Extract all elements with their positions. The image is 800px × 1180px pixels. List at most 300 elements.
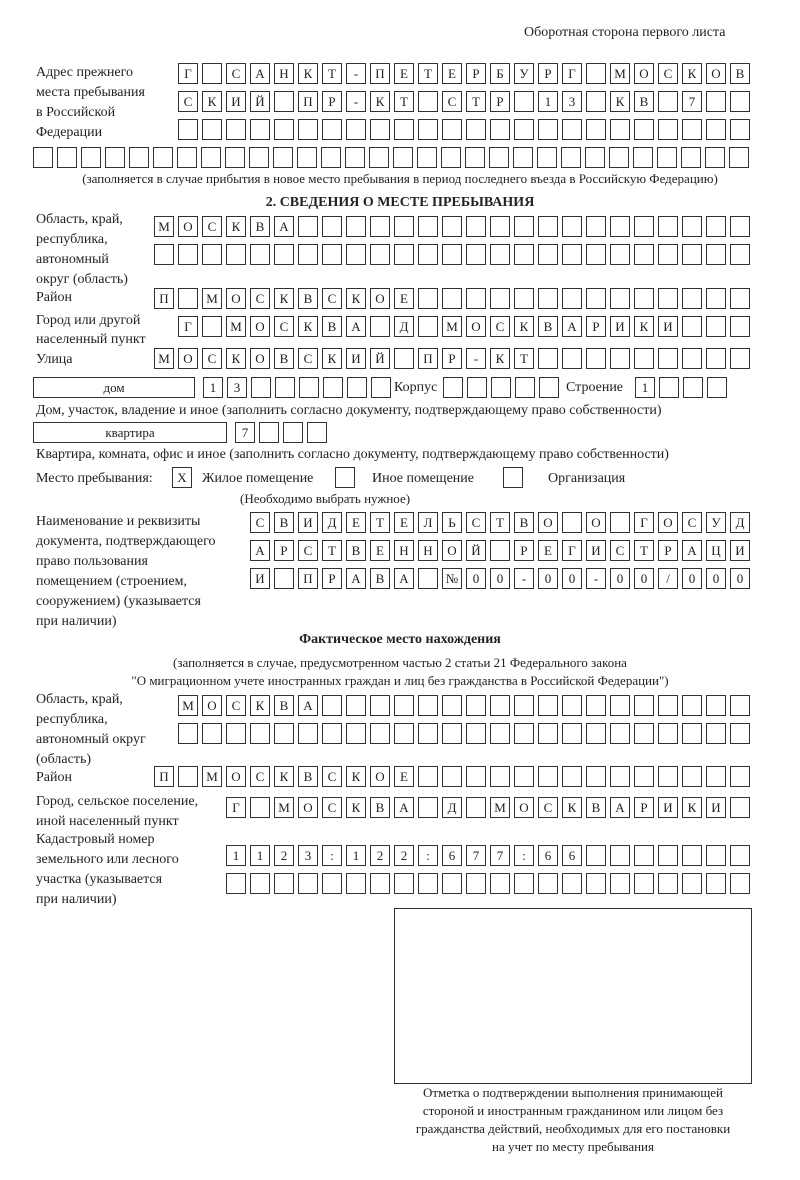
house-type-field[interactable]: дом (33, 377, 195, 398)
district-cell[interactable] (706, 288, 726, 309)
apartment-cell[interactable] (259, 422, 279, 443)
prev-address-cell[interactable]: А (250, 63, 270, 84)
cadastre-cell[interactable]: 2 (370, 845, 390, 866)
cadastre-cell[interactable] (706, 845, 726, 866)
prev-address-cell[interactable]: О (706, 63, 726, 84)
actual-region-cell[interactable] (682, 723, 702, 744)
prev-address-cell[interactable] (585, 147, 605, 168)
prev-address-cell[interactable] (442, 119, 462, 140)
actual-district-cell[interactable] (610, 766, 630, 787)
region-cell[interactable] (466, 216, 486, 237)
prev-address-cell[interactable] (33, 147, 53, 168)
actual-region-cell[interactable]: С (226, 695, 246, 716)
document-cell[interactable]: А (346, 568, 366, 589)
document-cell[interactable]: - (586, 568, 606, 589)
actual-region-cell[interactable] (658, 723, 678, 744)
cadastre-cell[interactable] (562, 873, 582, 894)
actual-region-cell[interactable]: В (274, 695, 294, 716)
street-cell[interactable]: М (154, 348, 174, 369)
region-cell[interactable] (658, 244, 678, 265)
prev-address-cell[interactable] (81, 147, 101, 168)
document-cell[interactable]: И (250, 568, 270, 589)
actual-city-cell[interactable]: О (514, 797, 534, 818)
actual-region-cell[interactable] (394, 723, 414, 744)
cadastre-cell[interactable]: 7 (490, 845, 510, 866)
region-cell[interactable] (298, 216, 318, 237)
district-cell[interactable]: В (298, 288, 318, 309)
region-cell[interactable]: К (226, 216, 246, 237)
document-cell[interactable]: 0 (490, 568, 510, 589)
prev-address-cell[interactable]: В (634, 91, 654, 112)
prev-address-cell[interactable] (657, 147, 677, 168)
city-cell[interactable] (682, 316, 702, 337)
actual-region-cell[interactable] (274, 723, 294, 744)
prev-address-cell[interactable]: - (346, 91, 366, 112)
region-cell[interactable] (706, 244, 726, 265)
prev-address-cell[interactable]: К (682, 63, 702, 84)
actual-region-cell[interactable] (466, 695, 486, 716)
document-cell[interactable]: Е (394, 512, 414, 533)
actual-region-cell[interactable] (346, 723, 366, 744)
prev-address-cell[interactable] (202, 63, 222, 84)
prev-address-cell[interactable] (466, 119, 486, 140)
prev-address-cell[interactable]: Г (178, 63, 198, 84)
region-cell[interactable]: М (154, 216, 174, 237)
actual-region-cell[interactable] (394, 695, 414, 716)
document-cell[interactable]: Г (562, 540, 582, 561)
prev-address-cell[interactable] (441, 147, 461, 168)
district-cell[interactable] (442, 288, 462, 309)
actual-region-cell[interactable] (730, 723, 750, 744)
region-cell[interactable] (394, 244, 414, 265)
document-cell[interactable]: Е (346, 512, 366, 533)
district-cell[interactable] (514, 288, 534, 309)
prev-address-cell[interactable]: Й (250, 91, 270, 112)
actual-city-cell[interactable]: О (298, 797, 318, 818)
document-cell[interactable] (418, 568, 438, 589)
prev-address-cell[interactable] (297, 147, 317, 168)
korpus-cell[interactable] (515, 377, 535, 398)
prev-address-cell[interactable] (730, 119, 750, 140)
city-cell[interactable]: И (610, 316, 630, 337)
cadastre-cell[interactable]: 6 (562, 845, 582, 866)
city-cell[interactable] (706, 316, 726, 337)
district-cell[interactable] (562, 288, 582, 309)
document-cell[interactable]: В (370, 568, 390, 589)
city-cell[interactable]: В (322, 316, 342, 337)
actual-region-cell[interactable]: А (298, 695, 318, 716)
cadastre-cell[interactable] (658, 845, 678, 866)
document-cell[interactable]: 0 (562, 568, 582, 589)
city-cell[interactable]: М (226, 316, 246, 337)
apartment-type-field[interactable]: квартира (33, 422, 227, 443)
actual-region-cell[interactable] (418, 723, 438, 744)
actual-region-cell[interactable] (250, 723, 270, 744)
prev-address-cell[interactable] (634, 119, 654, 140)
cadastre-cell[interactable] (682, 873, 702, 894)
prev-address-cell[interactable]: Н (274, 63, 294, 84)
region-cell[interactable] (202, 244, 222, 265)
prev-address-cell[interactable]: 3 (562, 91, 582, 112)
region-cell[interactable] (562, 244, 582, 265)
cadastre-cell[interactable]: 3 (298, 845, 318, 866)
document-cell[interactable]: Т (370, 512, 390, 533)
street-cell[interactable] (586, 348, 606, 369)
region-cell[interactable] (442, 244, 462, 265)
district-cell[interactable] (490, 288, 510, 309)
region-cell[interactable] (154, 244, 174, 265)
cadastre-cell[interactable] (514, 873, 534, 894)
document-cell[interactable]: А (394, 568, 414, 589)
cadastre-cell[interactable] (226, 873, 246, 894)
actual-district-cell[interactable] (586, 766, 606, 787)
prev-address-cell[interactable] (418, 91, 438, 112)
document-cell[interactable] (562, 512, 582, 533)
region-cell[interactable] (466, 244, 486, 265)
street-cell[interactable] (658, 348, 678, 369)
street-cell[interactable]: О (250, 348, 270, 369)
apartment-cell[interactable] (283, 422, 303, 443)
actual-district-cell[interactable] (178, 766, 198, 787)
document-cell[interactable]: Н (394, 540, 414, 561)
actual-region-cell[interactable] (610, 723, 630, 744)
actual-district-cell[interactable]: Е (394, 766, 414, 787)
prev-address-cell[interactable]: К (202, 91, 222, 112)
street-cell[interactable] (706, 348, 726, 369)
house-number-cell[interactable] (275, 377, 295, 398)
document-cell[interactable]: И (730, 540, 750, 561)
district-cell[interactable] (418, 288, 438, 309)
actual-district-cell[interactable]: К (274, 766, 294, 787)
actual-district-cell[interactable] (490, 766, 510, 787)
actual-district-cell[interactable]: М (202, 766, 222, 787)
prev-address-cell[interactable] (273, 147, 293, 168)
region-cell[interactable] (418, 244, 438, 265)
prev-address-cell[interactable]: О (634, 63, 654, 84)
document-cell[interactable]: В (346, 540, 366, 561)
region-cell[interactable] (682, 216, 702, 237)
actual-region-cell[interactable] (610, 695, 630, 716)
prev-address-cell[interactable] (417, 147, 437, 168)
street-cell[interactable]: Р (442, 348, 462, 369)
street-cell[interactable]: С (298, 348, 318, 369)
street-cell[interactable]: И (346, 348, 366, 369)
region-cell[interactable]: О (178, 216, 198, 237)
actual-district-cell[interactable] (706, 766, 726, 787)
prev-address-cell[interactable] (706, 119, 726, 140)
apartment-cell[interactable]: 7 (235, 422, 255, 443)
prev-address-cell[interactable]: Р (322, 91, 342, 112)
region-cell[interactable] (178, 244, 198, 265)
document-cell[interactable] (610, 512, 630, 533)
prev-address-cell[interactable] (705, 147, 725, 168)
city-cell[interactable]: И (658, 316, 678, 337)
house-number-cell[interactable] (299, 377, 319, 398)
city-cell[interactable]: К (298, 316, 318, 337)
region-cell[interactable] (346, 216, 366, 237)
prev-address-cell[interactable]: Г (562, 63, 582, 84)
prev-address-cell[interactable] (586, 63, 606, 84)
prev-address-cell[interactable] (346, 119, 366, 140)
street-cell[interactable]: С (202, 348, 222, 369)
prev-address-cell[interactable] (129, 147, 149, 168)
document-cell[interactable]: О (658, 512, 678, 533)
region-cell[interactable] (346, 244, 366, 265)
prev-address-cell[interactable] (418, 119, 438, 140)
actual-district-cell[interactable] (466, 766, 486, 787)
prev-address-cell[interactable] (249, 147, 269, 168)
actual-city-cell[interactable] (466, 797, 486, 818)
stay-option-checkbox[interactable] (335, 467, 355, 488)
street-cell[interactable]: К (322, 348, 342, 369)
prev-address-cell[interactable] (514, 91, 534, 112)
city-cell[interactable] (418, 316, 438, 337)
prev-address-cell[interactable] (274, 91, 294, 112)
prev-address-cell[interactable]: Р (538, 63, 558, 84)
prev-address-cell[interactable] (225, 147, 245, 168)
prev-address-cell[interactable]: С (178, 91, 198, 112)
actual-city-cell[interactable]: А (610, 797, 630, 818)
city-cell[interactable]: О (250, 316, 270, 337)
region-cell[interactable] (538, 244, 558, 265)
region-cell[interactable] (370, 216, 390, 237)
actual-region-cell[interactable] (514, 723, 534, 744)
street-cell[interactable]: К (490, 348, 510, 369)
document-cell[interactable]: Р (322, 568, 342, 589)
prev-address-cell[interactable] (514, 119, 534, 140)
street-cell[interactable]: - (466, 348, 486, 369)
cadastre-cell[interactable] (682, 845, 702, 866)
city-cell[interactable]: К (514, 316, 534, 337)
actual-region-cell[interactable] (322, 695, 342, 716)
document-cell[interactable]: С (466, 512, 486, 533)
region-cell[interactable] (610, 216, 630, 237)
street-cell[interactable]: В (274, 348, 294, 369)
cadastre-cell[interactable] (442, 873, 462, 894)
actual-district-cell[interactable] (682, 766, 702, 787)
actual-region-cell[interactable] (466, 723, 486, 744)
city-cell[interactable] (370, 316, 390, 337)
document-cell[interactable]: Л (418, 512, 438, 533)
actual-district-cell[interactable] (514, 766, 534, 787)
region-cell[interactable] (538, 216, 558, 237)
document-cell[interactable]: 0 (466, 568, 486, 589)
actual-city-cell[interactable]: Д (442, 797, 462, 818)
cadastre-cell[interactable]: 6 (538, 845, 558, 866)
document-cell[interactable]: О (586, 512, 606, 533)
actual-region-cell[interactable] (178, 723, 198, 744)
prev-address-cell[interactable] (561, 147, 581, 168)
prev-address-cell[interactable]: Р (466, 63, 486, 84)
district-cell[interactable] (634, 288, 654, 309)
actual-city-cell[interactable]: С (322, 797, 342, 818)
street-cell[interactable] (610, 348, 630, 369)
district-cell[interactable]: М (202, 288, 222, 309)
district-cell[interactable] (538, 288, 558, 309)
document-cell[interactable]: Т (322, 540, 342, 561)
actual-region-cell[interactable] (634, 723, 654, 744)
actual-district-cell[interactable] (442, 766, 462, 787)
actual-region-cell[interactable] (658, 695, 678, 716)
prev-address-cell[interactable] (609, 147, 629, 168)
cadastre-cell[interactable] (658, 873, 678, 894)
cadastre-cell[interactable]: 6 (442, 845, 462, 866)
document-cell[interactable]: П (298, 568, 318, 589)
prev-address-cell[interactable] (586, 119, 606, 140)
document-cell[interactable]: № (442, 568, 462, 589)
document-cell[interactable]: В (514, 512, 534, 533)
region-cell[interactable] (250, 244, 270, 265)
actual-district-cell[interactable] (730, 766, 750, 787)
document-cell[interactable]: С (610, 540, 630, 561)
region-cell[interactable] (322, 216, 342, 237)
city-cell[interactable] (730, 316, 750, 337)
actual-region-cell[interactable] (706, 695, 726, 716)
document-cell[interactable]: / (658, 568, 678, 589)
street-cell[interactable] (682, 348, 702, 369)
region-cell[interactable]: С (202, 216, 222, 237)
actual-district-cell[interactable]: С (250, 766, 270, 787)
actual-district-cell[interactable] (538, 766, 558, 787)
region-cell[interactable] (634, 244, 654, 265)
region-cell[interactable] (322, 244, 342, 265)
cadastre-cell[interactable] (274, 873, 294, 894)
document-cell[interactable]: 0 (538, 568, 558, 589)
prev-address-cell[interactable] (322, 119, 342, 140)
document-cell[interactable]: 0 (682, 568, 702, 589)
apartment-cell[interactable] (307, 422, 327, 443)
cadastre-cell[interactable]: 7 (466, 845, 486, 866)
prev-address-cell[interactable] (562, 119, 582, 140)
actual-city-cell[interactable]: И (658, 797, 678, 818)
actual-city-cell[interactable]: С (538, 797, 558, 818)
korpus-cell[interactable] (467, 377, 487, 398)
district-cell[interactable]: К (274, 288, 294, 309)
korpus-cell[interactable] (539, 377, 559, 398)
house-number-cell[interactable]: 3 (227, 377, 247, 398)
document-cell[interactable]: 0 (730, 568, 750, 589)
actual-city-cell[interactable]: В (586, 797, 606, 818)
district-cell[interactable]: П (154, 288, 174, 309)
region-cell[interactable] (682, 244, 702, 265)
region-cell[interactable] (730, 244, 750, 265)
street-cell[interactable] (538, 348, 558, 369)
actual-region-cell[interactable] (202, 723, 222, 744)
prev-address-cell[interactable]: С (658, 63, 678, 84)
document-cell[interactable]: Д (730, 512, 750, 533)
cadastre-cell[interactable] (298, 873, 318, 894)
cadastre-cell[interactable] (322, 873, 342, 894)
document-cell[interactable]: С (250, 512, 270, 533)
document-cell[interactable]: И (298, 512, 318, 533)
document-cell[interactable]: Ц (706, 540, 726, 561)
prev-address-cell[interactable] (393, 147, 413, 168)
prev-address-cell[interactable]: К (610, 91, 630, 112)
region-cell[interactable] (394, 216, 414, 237)
district-cell[interactable] (658, 288, 678, 309)
actual-region-cell[interactable] (322, 723, 342, 744)
region-cell[interactable] (418, 216, 438, 237)
prev-address-cell[interactable] (681, 147, 701, 168)
prev-address-cell[interactable] (706, 91, 726, 112)
prev-address-cell[interactable] (105, 147, 125, 168)
actual-city-cell[interactable]: М (490, 797, 510, 818)
city-cell[interactable]: А (346, 316, 366, 337)
street-cell[interactable] (562, 348, 582, 369)
actual-city-cell[interactable]: А (394, 797, 414, 818)
region-cell[interactable] (634, 216, 654, 237)
prev-address-cell[interactable] (369, 147, 389, 168)
document-cell[interactable]: 0 (610, 568, 630, 589)
actual-city-cell[interactable]: К (682, 797, 702, 818)
actual-region-cell[interactable] (442, 695, 462, 716)
district-cell[interactable]: Е (394, 288, 414, 309)
district-cell[interactable] (682, 288, 702, 309)
prev-address-cell[interactable] (610, 119, 630, 140)
district-cell[interactable] (586, 288, 606, 309)
prev-address-cell[interactable]: Т (394, 91, 414, 112)
document-cell[interactable]: Р (514, 540, 534, 561)
actual-region-cell[interactable] (514, 695, 534, 716)
house-number-cell[interactable] (251, 377, 271, 398)
cadastre-cell[interactable]: : (322, 845, 342, 866)
document-cell[interactable]: А (682, 540, 702, 561)
document-cell[interactable]: Г (634, 512, 654, 533)
city-cell[interactable]: О (466, 316, 486, 337)
prev-address-cell[interactable] (489, 147, 509, 168)
actual-region-cell[interactable] (490, 695, 510, 716)
document-cell[interactable]: И (586, 540, 606, 561)
cadastre-cell[interactable] (610, 845, 630, 866)
actual-region-cell[interactable] (706, 723, 726, 744)
actual-city-cell[interactable]: В (370, 797, 390, 818)
document-cell[interactable]: Н (418, 540, 438, 561)
prev-address-cell[interactable]: К (370, 91, 390, 112)
prev-address-cell[interactable] (729, 147, 749, 168)
document-cell[interactable]: Й (466, 540, 486, 561)
prev-address-cell[interactable]: П (370, 63, 390, 84)
cadastre-cell[interactable] (346, 873, 366, 894)
cadastre-cell[interactable]: 1 (226, 845, 246, 866)
cadastre-cell[interactable] (730, 873, 750, 894)
cadastre-cell[interactable]: 1 (250, 845, 270, 866)
prev-address-cell[interactable]: 7 (682, 91, 702, 112)
district-cell[interactable] (610, 288, 630, 309)
building-cell[interactable] (659, 377, 679, 398)
actual-region-cell[interactable] (586, 695, 606, 716)
region-cell[interactable] (586, 244, 606, 265)
building-cell[interactable] (707, 377, 727, 398)
actual-district-cell[interactable]: О (226, 766, 246, 787)
actual-city-cell[interactable] (250, 797, 270, 818)
korpus-cell[interactable] (491, 377, 511, 398)
actual-region-cell[interactable] (418, 695, 438, 716)
document-cell[interactable]: С (682, 512, 702, 533)
prev-address-cell[interactable] (345, 147, 365, 168)
region-cell[interactable] (562, 216, 582, 237)
street-cell[interactable]: К (226, 348, 246, 369)
prev-address-cell[interactable]: К (298, 63, 318, 84)
street-cell[interactable] (634, 348, 654, 369)
document-cell[interactable]: Е (370, 540, 390, 561)
prev-address-cell[interactable]: П (298, 91, 318, 112)
city-cell[interactable]: М (442, 316, 462, 337)
building-cell[interactable] (683, 377, 703, 398)
prev-address-cell[interactable] (250, 119, 270, 140)
region-cell[interactable] (706, 216, 726, 237)
actual-region-cell[interactable] (634, 695, 654, 716)
stay-option-checkbox[interactable] (503, 467, 523, 488)
